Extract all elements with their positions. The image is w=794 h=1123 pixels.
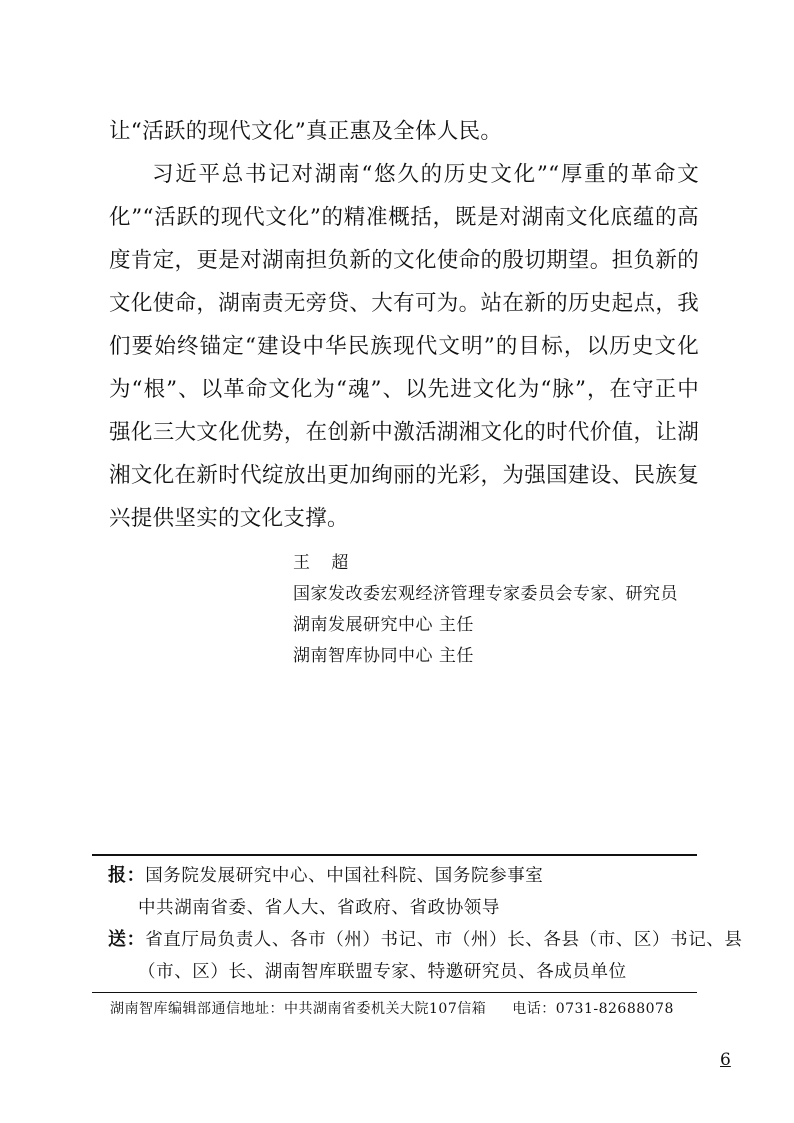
paragraph-conclusion: 习近平总书记对湖南“悠久的历史文化”“厚重的革命文化”“活跃的现代文化”的精准概括，既是对湖南文化底蕴的高度肯定，更是对湖南担负新的文化使命的殷切期望。担负新的文化使命，湖南责无旁贷、大有可为。站在新的历史起点，我们要始终锚定“建设中华民族现代文明”的目标，以历史文化为“根”、以革命文化为“魂”、以先进文化为“脉”，在守正中强化三大文化优势，在创新中激活湖湘文化的时代价值，让湖湘文化在新时代绽放出更加绚丽的光彩，为强国建设、民族复兴提供坚实的文化支撑。 [109, 162, 699, 531]
contact-phone: 电话：0731-82688078 [512, 1001, 674, 1017]
send-label: 送： [108, 929, 146, 950]
report-recipients: 国务院发展研究中心、中国社科院、国务院参事室 [145, 866, 544, 886]
contact-address: 湖南智库编辑部通信地址：中共湖南省委机关大院107信箱 [110, 1001, 487, 1017]
footer-bottom-rule [92, 992, 697, 993]
distribution-footer [92, 854, 743, 1018]
page-number: 6 [720, 1050, 731, 1070]
report-row [108, 860, 697, 892]
send-row-continued: （市、区）长、湖南智库联盟专家、特邀研究员、各成员单位 [138, 962, 627, 982]
distribution-list [92, 856, 743, 992]
author-title: 湖南发展研究中心 主任 [293, 615, 474, 635]
send-row [108, 924, 743, 956]
report-row-continued: 中共湖南省委、省人大、省政府、省政协领导 [138, 898, 500, 918]
report-label: 报： [108, 865, 146, 886]
contact-line [92, 998, 697, 1018]
author-block [293, 548, 678, 672]
article-body [109, 110, 699, 540]
author-title: 国家发改委宏观经济管理专家委员会专家、研究员 [293, 584, 678, 604]
author-name: 王 超 [293, 553, 357, 573]
send-recipients: 省直厅局负责人、各市（州）书记、市（州）长、各县（市、区）书记、县 [145, 930, 743, 950]
author-title: 湖南智库协同中心 主任 [293, 646, 474, 666]
paragraph-continuation: 让“活跃的现代文化”真正惠及全体人民。 [109, 119, 503, 144]
